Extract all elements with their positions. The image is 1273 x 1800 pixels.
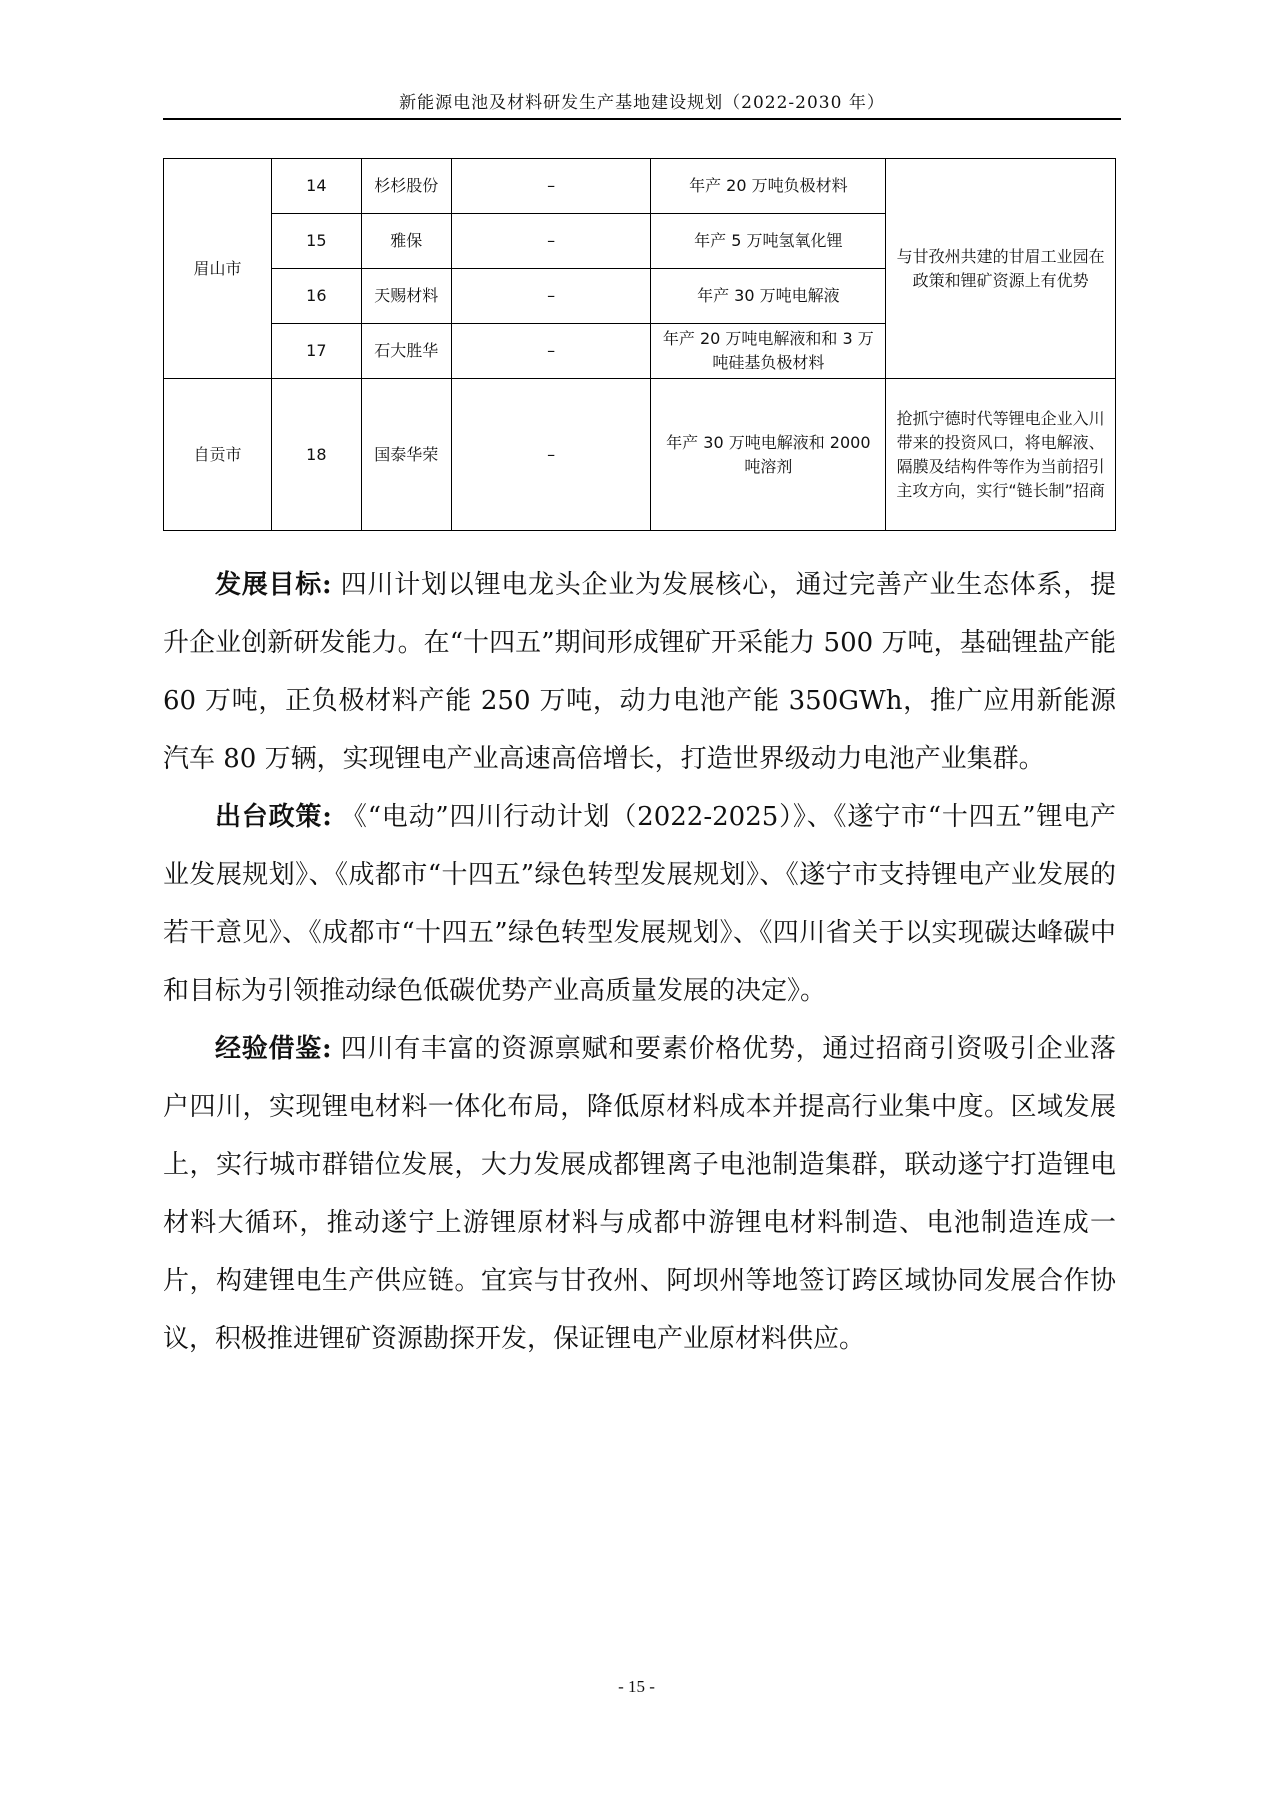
company-name: 石大胜华 — [361, 324, 451, 379]
dash-cell: – — [451, 159, 651, 214]
row-number: 14 — [271, 159, 361, 214]
city-cell: 自贡市 — [164, 379, 272, 531]
advantage-note: 与甘孜州共建的甘眉工业园在政策和锂矿资源上有优势 — [886, 159, 1116, 379]
company-name: 杉杉股份 — [361, 159, 451, 214]
table-row — [164, 379, 1116, 531]
paragraph-development-goal — [163, 556, 1116, 788]
row-number: 17 — [271, 324, 361, 379]
company-name: 国泰华荣 — [361, 379, 451, 531]
paragraph-text: 四川计划以锂电龙头企业为发展核心，通过完善产业生态体系，提升企业创新研发能力。在“十四五”期间形成锂矿开采能力 500 万吨，基础锂盐产能 60 万吨，正负极材料产能 250 万吨，动力电池产能 350GWh，推广应用新能源汽车 80 万辆，实现锂电产业高速高倍增长，打造世界级动力电池产业集群。 — [163, 570, 1117, 774]
paragraph-lessons — [163, 1020, 1116, 1368]
table-row — [164, 159, 1116, 214]
paragraph-text: 四川有丰富的资源禀赋和要素价格优势，通过招商引资吸引企业落户四川，实现锂电材料一体化布局，降低原材料成本并提高行业集中度。区域发展上，实行城市群错位发展，大力发展成都锂离子电池制造集群，联动遂宁打造锂电材料大循环，推动遂宁上游锂原材料与成都中游锂电材料制造、电池制造连成一片，构建锂电生产供应链。宜宾与甘孜州、阿坝州等地签订跨区域协同发展合作协议，积极推进锂矿资源勘探开发，保证锂电产业原材料供应。 — [163, 1034, 1117, 1354]
row-number: 15 — [271, 214, 361, 269]
capacity-cell: 年产 30 万吨电解液和 2000 吨溶剂 — [651, 379, 886, 531]
paragraph-policies — [163, 788, 1116, 1020]
paragraph-lead: 出台政策: — [215, 802, 332, 832]
paragraph-lead: 发展目标: — [215, 570, 332, 600]
capacity-cell: 年产 30 万吨电解液 — [651, 269, 886, 324]
capacity-cell: 年产 5 万吨氢氧化锂 — [651, 214, 886, 269]
dash-cell: – — [451, 379, 651, 531]
advantage-note: 抢抓宁德时代等锂电企业入川带来的投资风口，将电解液、隔膜及结构件等作为当前招引主攻方向，实行“链长制”招商 — [886, 379, 1116, 531]
company-name: 雅保 — [361, 214, 451, 269]
capacity-cell: 年产 20 万吨电解液和和 3 万吨硅基负极材料 — [651, 324, 886, 379]
dash-cell: – — [451, 269, 651, 324]
dash-cell: – — [451, 324, 651, 379]
company-table — [163, 158, 1116, 531]
page-number: - 15 - — [618, 1677, 655, 1696]
row-number: 18 — [271, 379, 361, 531]
body-text — [163, 556, 1116, 1368]
page-header-title: 新能源电池及材料研发生产基地建设规划（2022-2030 年） — [399, 93, 885, 113]
paragraph-text: 《“电动”四川行动计划（2022-2025）》、《遂宁市“十四五”锂电产业发展规划》、《成都市“十四五”绿色转型发展规划》、《遂宁市支持锂电产业发展的若干意见》、《成都市“十四五”绿色转型发展规划》、《四川省关于以实现碳达峰碳中和目标为引领推动绿色低碳优势产业高质量发展的决定》。 — [163, 802, 1116, 1006]
city-cell: 眉山市 — [164, 159, 272, 379]
paragraph-lead: 经验借鉴: — [215, 1034, 332, 1064]
header-rule — [163, 118, 1121, 120]
dash-cell: – — [451, 214, 651, 269]
capacity-cell: 年产 20 万吨负极材料 — [651, 159, 886, 214]
company-name: 天赐材料 — [361, 269, 451, 324]
row-number: 16 — [271, 269, 361, 324]
